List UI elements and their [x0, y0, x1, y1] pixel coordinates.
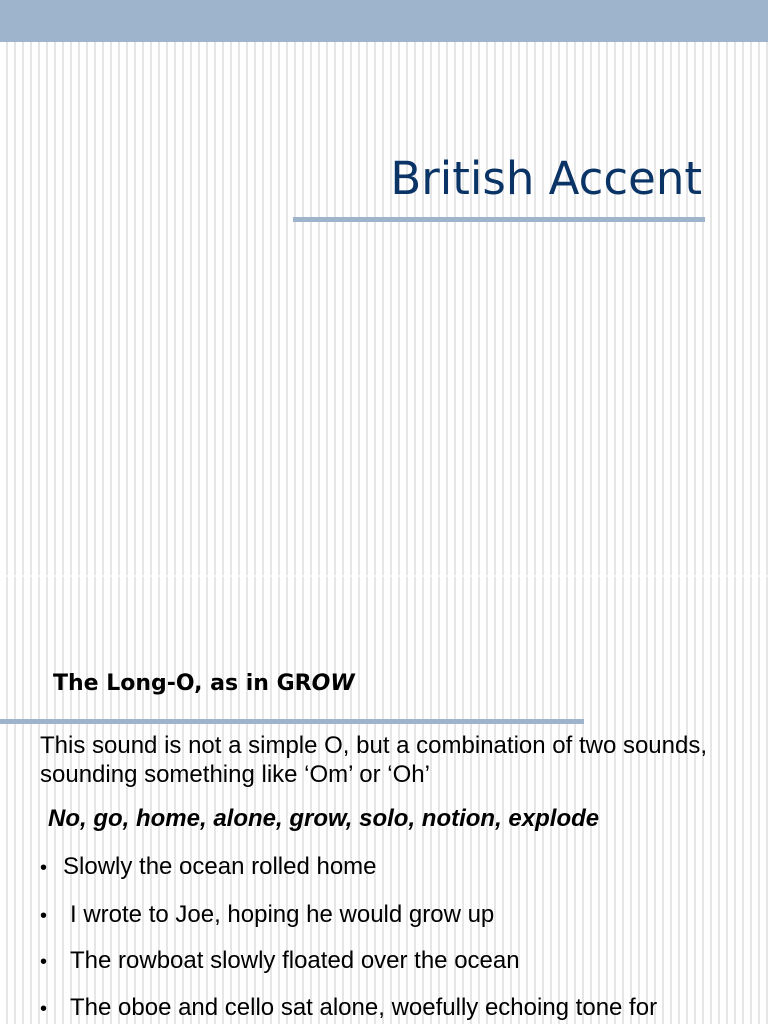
list-item-text: The rowboat slowly floated over the ocean [70, 947, 520, 974]
section-heading-underline [0, 719, 584, 724]
top-accent-band [0, 0, 768, 42]
list-item [40, 993, 657, 1024]
slide-title: British Accent [390, 152, 702, 205]
list-item-text: I wrote to Joe, hoping he would grow up [70, 901, 495, 928]
example-words: No, go, home, alone, grow, solo, notion, explode [48, 805, 600, 832]
description-paragraph: This sound is not a simple O, but a combination of two sounds, sounding something like ‘Om’ or ‘Oh’ [40, 732, 708, 788]
list-item [40, 900, 494, 931]
section-heading [53, 671, 355, 697]
list-item [40, 852, 377, 883]
section-heading-prefix: The Long-O, as in GR [53, 671, 312, 696]
bullet-icon: • [40, 998, 48, 1020]
list-item-text: Slowly the ocean rolled home [63, 853, 377, 880]
slide-divider [0, 575, 768, 577]
section-heading-emphasis: OW [311, 671, 355, 696]
bullet-icon: • [40, 857, 48, 879]
bullet-icon: • [40, 905, 48, 927]
list-item-text: The oboe and cello sat alone, woefully echoing tone for [70, 994, 658, 1021]
title-underline [293, 217, 705, 222]
list-item [40, 946, 520, 977]
bullet-icon: • [40, 951, 48, 973]
